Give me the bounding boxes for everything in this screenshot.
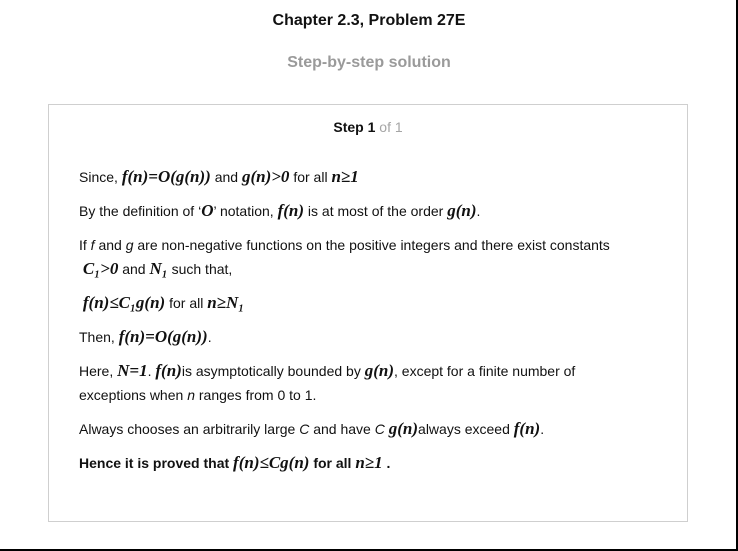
line-inequality (79, 291, 659, 315)
text-always-chooses: Always chooses an arbitrarily large (79, 421, 296, 437)
text-at-most: is at most of the order (307, 203, 444, 219)
solution-card (48, 104, 688, 522)
text-and: and (98, 237, 122, 253)
math-f-n-3: f(n) (513, 419, 541, 438)
math-f-le-cg: f(n)≤Cg(n) (233, 453, 310, 472)
step-word: Step (333, 119, 364, 135)
text-for-all: for all (169, 295, 204, 311)
math-c1-positive: C₁>0 (82, 259, 119, 278)
var-c: C (299, 421, 310, 437)
text-always-exceed: always exceed (418, 421, 510, 437)
line-if (79, 233, 659, 257)
line-constants (79, 257, 659, 281)
text-period: . (540, 421, 545, 437)
solution-body (79, 165, 659, 475)
text-period: . (207, 329, 212, 345)
var-n: n (187, 387, 195, 403)
math-g-n-3: g(n) (388, 419, 419, 438)
text-nonnegative: are non-negative functions on the positive integers and there exist constants (137, 237, 610, 253)
line-then (79, 325, 659, 349)
math-g-n: g(n) (447, 201, 477, 220)
text-and: and (214, 169, 239, 185)
math-f-n-2: f(n) (155, 361, 182, 380)
text-definition-pre: By the definition of ‘ (79, 203, 202, 219)
line-always (79, 417, 659, 441)
text-exceptions-when: exceptions when (79, 387, 184, 403)
var-c-2: C (374, 421, 385, 437)
math-f-n: f(n) (277, 201, 305, 220)
solution-subtitle: Step-by-step solution (287, 54, 451, 71)
text-for-all: for all (313, 455, 352, 471)
text-asymptotically: is asymptotically bounded by (181, 363, 361, 379)
math-f-le-c1g: f(n)≤C₁g(n) (82, 293, 166, 312)
step-total: of 1 (379, 119, 403, 135)
text-definition-post: ’ notation, (213, 203, 274, 219)
math-n-ge-1-2: n≥1 (355, 453, 383, 472)
text-for-all: for all (293, 169, 328, 185)
text-except: , except for a finite number of (394, 363, 576, 379)
text-then: Then, (79, 329, 115, 345)
step-indicator (49, 119, 687, 135)
var-f: f (90, 237, 95, 253)
text-dot: . (147, 363, 152, 379)
var-g: g (125, 237, 134, 253)
math-f-equals-o-g-2: f(n)=O(g(n)) (118, 327, 208, 346)
math-n-ge-n1: n≥N₁ (207, 293, 245, 312)
text-since: Since, (79, 169, 118, 185)
math-n-ge-1: n≥1 (331, 167, 359, 186)
line-exceptions (79, 383, 659, 407)
math-n-equals-1: N=1 (117, 361, 148, 380)
line-here (79, 359, 659, 383)
text-such-that: such that, (171, 261, 233, 277)
chapter-title: Chapter 2.3, Problem 27E (272, 12, 466, 29)
text-period: . (386, 455, 391, 471)
math-g-positive: g(n)>0 (241, 167, 290, 186)
math-n1: N₁ (149, 259, 168, 278)
line-since (79, 165, 659, 189)
math-g-n-2: g(n) (364, 361, 394, 380)
text-if: If (79, 237, 87, 253)
step-number: 1 (367, 119, 376, 135)
text-period: . (476, 203, 481, 219)
math-big-o: O (201, 201, 214, 220)
text-and-have: and have (313, 421, 371, 437)
line-conclusion (79, 451, 659, 475)
line-definition (79, 199, 659, 223)
text-ranges: ranges from 0 to 1. (198, 387, 317, 403)
math-f-equals-o-g: f(n)=O(g(n)) (121, 167, 211, 186)
text-here: Here, (79, 363, 114, 379)
text-and: and (122, 261, 146, 277)
text-hence: Hence it is proved that (79, 455, 230, 471)
